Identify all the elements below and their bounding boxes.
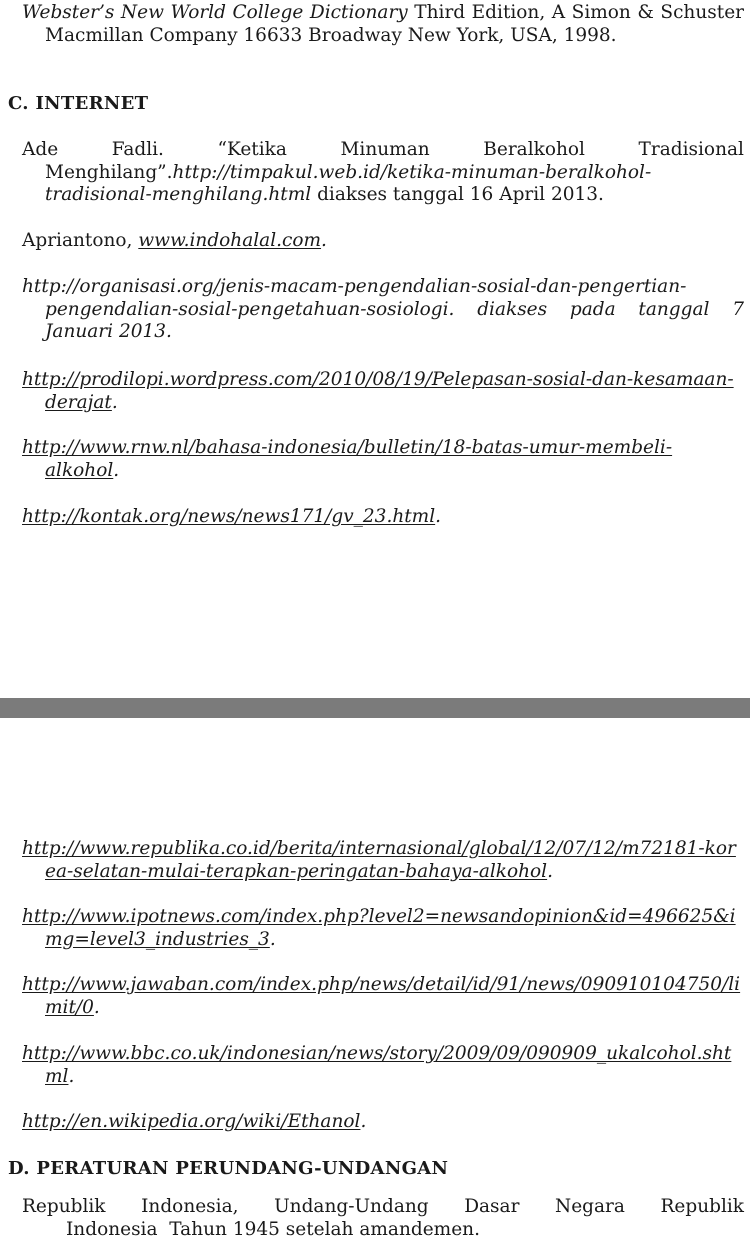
ref-webster-rest: Third Edition, A Simon & Schuster Macmillan Company 16633 Broadway New York, USA, 1998. bbox=[45, 2, 744, 46]
ref-bbc bbox=[22, 1043, 744, 1088]
word: Ade bbox=[22, 139, 59, 160]
word: Undang-Undang bbox=[274, 1196, 429, 1217]
ref-webster bbox=[22, 2, 744, 47]
ref-ipotnews-link[interactable]: http://www.ipotnews.com/index.php?level2=newsandopinion&id=496625&img=level3_industries_3 bbox=[22, 906, 736, 950]
ref-jawaban-end: . bbox=[93, 996, 100, 1018]
word: Republik bbox=[22, 1196, 106, 1217]
ref-ade-continuation bbox=[45, 162, 744, 207]
word: Fadli. bbox=[111, 139, 164, 160]
ref-republika-link[interactable]: http://www.republika.co.id/berita/internasional/global/12/07/12/m72181-korea-selatan-mulai-terapkan-peringatan-bahaya-alkohol bbox=[22, 838, 736, 882]
page-separator bbox=[0, 698, 750, 718]
ref-apriantono-link[interactable]: www.indohalal.com bbox=[138, 230, 322, 251]
ref-uud bbox=[22, 1196, 744, 1241]
ref-ade-fadli bbox=[22, 139, 744, 207]
word: Indonesia, bbox=[141, 1196, 239, 1217]
heading-internet: C. INTERNET bbox=[8, 93, 149, 114]
word: Republik bbox=[660, 1196, 744, 1217]
word: Dasar bbox=[464, 1196, 520, 1217]
ref-kontak bbox=[22, 506, 744, 529]
ref-jawaban bbox=[22, 974, 744, 1019]
ref-republika bbox=[22, 838, 744, 883]
ref-kontak-link[interactable]: http://kontak.org/news/news171/gv_23.html bbox=[22, 506, 436, 527]
ref-wikipedia-end: . bbox=[360, 1111, 367, 1132]
ref-jawaban-link[interactable]: http://www.jawaban.com/index.php/news/detail/id/91/news/090910104750/limit/0 bbox=[22, 974, 741, 1018]
word: Negara bbox=[555, 1196, 625, 1217]
ref-prodilopi-end: . bbox=[111, 391, 118, 413]
ref-apriantono-name: Apriantono, bbox=[22, 230, 139, 251]
page-bottom bbox=[0, 718, 750, 1252]
ref-ade-rest: diakses tanggal 16 April 2013. bbox=[311, 184, 604, 205]
word: Beralkohol bbox=[483, 139, 585, 160]
ref-ade-first-line bbox=[22, 139, 744, 162]
ref-ipotnews-end: . bbox=[269, 928, 276, 950]
ref-bbc-end: . bbox=[68, 1065, 75, 1087]
ref-webster-title: Webster’s New World College Dictionary bbox=[22, 2, 408, 23]
ref-rnw-link[interactable]: http://www.rnw.nl/bahasa-indonesia/bulletin/18-batas-umur-membeli-alkohol bbox=[22, 437, 673, 481]
ref-ade-url[interactable]: http://timpakul.web.id/ketika-minuman-beralkohol-tradisional-menghilang.html bbox=[45, 161, 652, 205]
word: “Ketika bbox=[217, 139, 287, 160]
ref-wikipedia-link[interactable]: http://en.wikipedia.org/wiki/Ethanol bbox=[22, 1111, 361, 1132]
ref-ipotnews bbox=[22, 906, 744, 951]
ref-organisasi[interactable]: http://organisasi.org/jenis-macam-pengendalian-sosial-dan-pengertian-pengendalian-sosial-pengetahuan-sosiologi. diakses pada tanggal 7 Januari 2013. bbox=[22, 276, 744, 342]
ref-uud-first-line bbox=[22, 1196, 744, 1219]
ref-rnw bbox=[22, 437, 744, 482]
ref-wikipedia bbox=[22, 1111, 744, 1134]
ref-ade-text: Menghilang”. bbox=[45, 161, 173, 183]
ref-rnw-end: . bbox=[113, 459, 120, 481]
word: Tradisional bbox=[638, 139, 744, 160]
ref-prodilopi bbox=[22, 369, 744, 414]
ref-prodilopi-link[interactable]: http://prodilopi.wordpress.com/2010/08/19/Pelepasan-sosial-dan-kesamaan-derajat bbox=[22, 369, 734, 413]
ref-apriantono bbox=[22, 230, 744, 253]
ref-bbc-link[interactable]: http://www.bbc.co.uk/indonesian/news/story/2009/09/090909_ukalcohol.shtml bbox=[22, 1043, 732, 1087]
ref-uud-line2: Indonesia Tahun 1945 setelah amandemen. bbox=[66, 1218, 480, 1240]
heading-peraturan: D. PERATURAN PERUNDANG-UNDANGAN bbox=[8, 1158, 449, 1179]
ref-apriantono-end: . bbox=[321, 230, 327, 251]
word: Minuman bbox=[340, 139, 430, 160]
ref-republika-end: . bbox=[547, 860, 553, 882]
ref-kontak-end: . bbox=[435, 506, 442, 527]
